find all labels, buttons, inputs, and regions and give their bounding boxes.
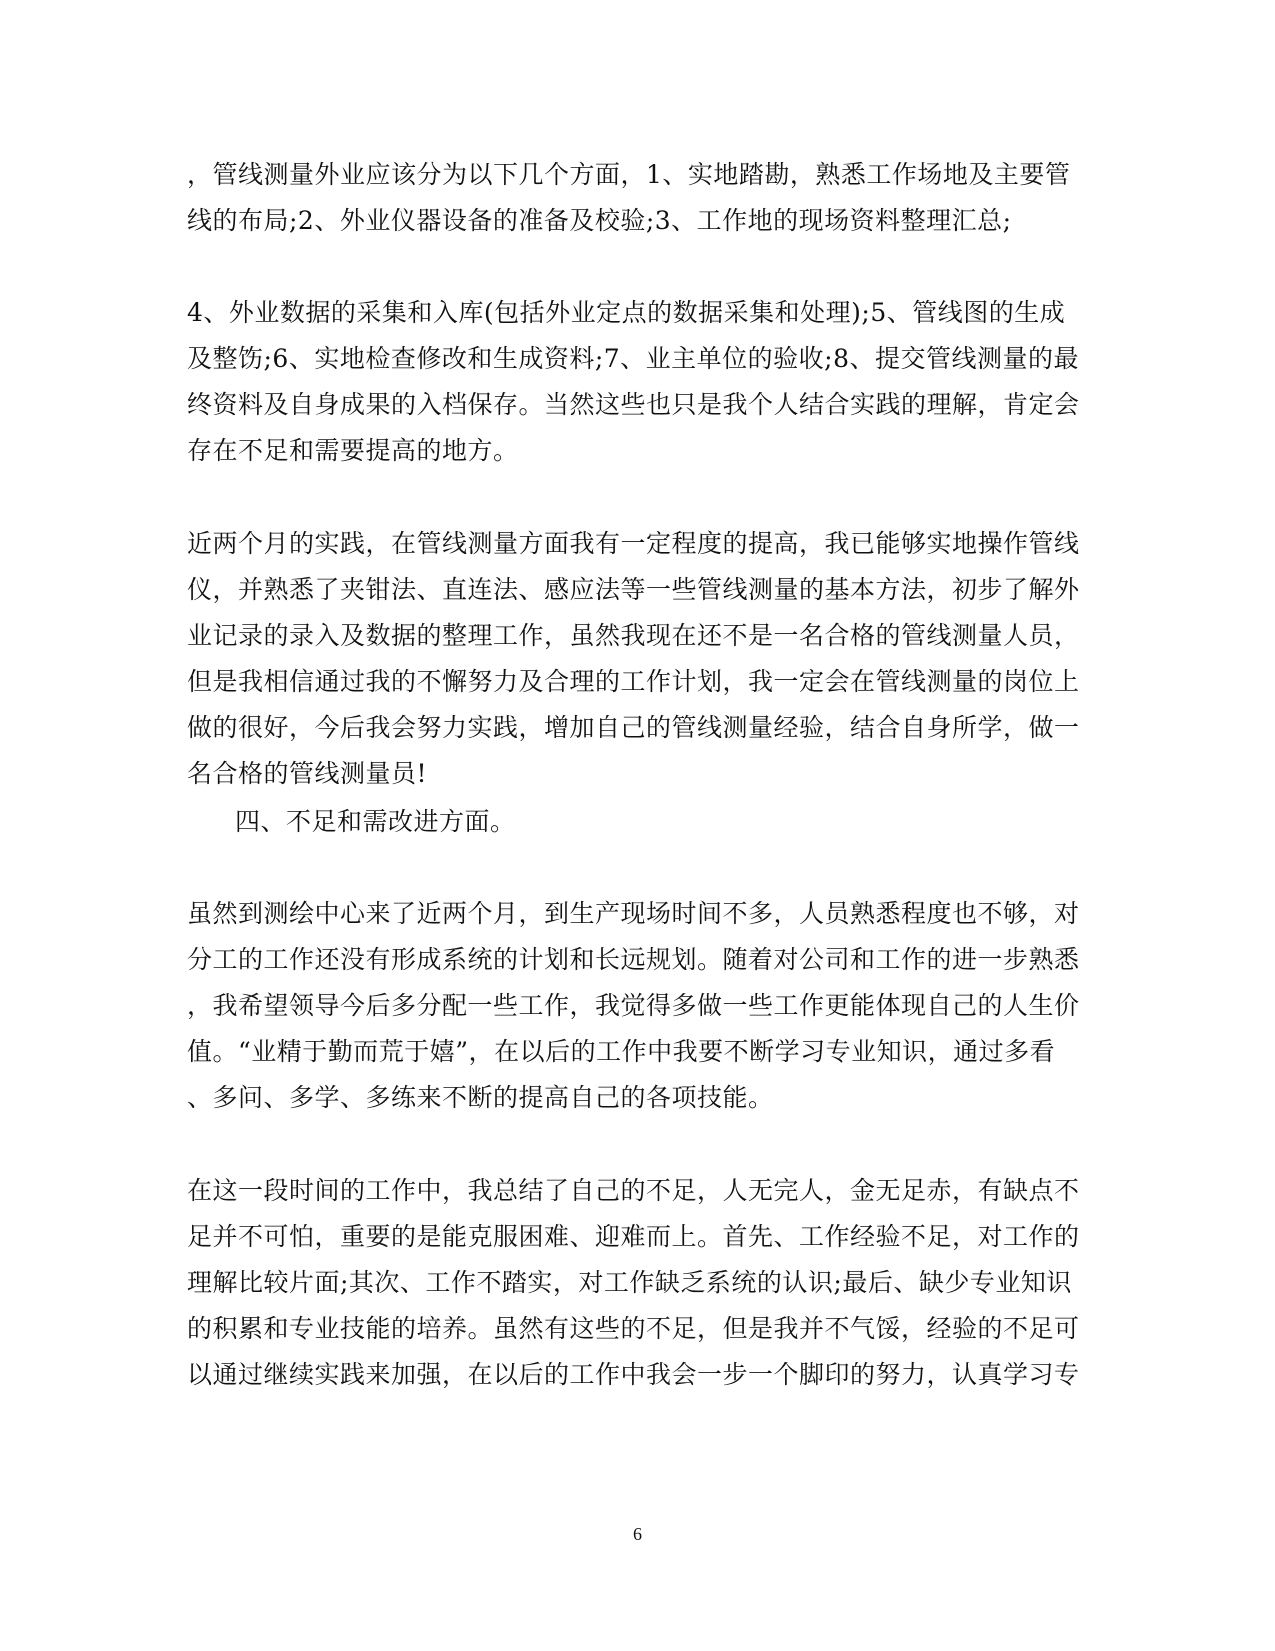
paragraph-2-line-2: 及整饬;6、实地检查修改和生成资料;7、业主单位的验收;8、提交管线测量的最 <box>187 344 1079 373</box>
paragraph-6-line-3: 理解比较片面;其次、工作不踏实，对工作缺乏系统的认识;最后、缺少专业知识 <box>187 1268 1072 1297</box>
paragraph-6-line-4: 的积累和专业技能的培养。虽然有这些的不足，但是我并不气馁，经验的不足可 <box>187 1314 1080 1343</box>
page-number: 6 <box>633 1524 642 1544</box>
paragraph-3-line-5: 做的很好，今后我会努力实践，增加自己的管线测量经验，结合自身所学，做一 <box>187 713 1080 742</box>
paragraph-3-line-3: 业记录的录入及数据的整理工作，虽然我现在还不是一名合格的管线测量人员， <box>187 621 1080 650</box>
paragraph-5-line-4: 值。“业精于勤而荒于嬉”，在以后的工作中我要不断学习专业知识，通过多看 <box>187 1037 1056 1066</box>
paragraph-1-line-2: 线的布局;2、外业仪器设备的准备及校验;3、工作地的现场资料整理汇总; <box>187 206 1012 235</box>
paragraph-5-line-1: 虽然到测绘中心来了近两个月，到生产现场时间不多，人员熟悉程度也不够，对 <box>187 899 1080 928</box>
paragraph-5-line-5: 、多问、多学、多练来不断的提高自己的各项技能。 <box>187 1083 774 1112</box>
paragraph-3-line-6: 名合格的管线测量员! <box>187 759 428 788</box>
paragraph-2-line-3: 终资料及自身成果的入档保存。当然这些也只是我个人结合实践的理解，肯定会 <box>187 390 1080 419</box>
paragraph-5-line-3: ，我希望领导今后多分配一些工作，我觉得多做一些工作更能体现自己的人生价 <box>187 991 1080 1020</box>
paragraph-5-line-2: 分工的工作还没有形成系统的计划和长远规划。随着对公司和工作的进一步熟悉 <box>187 945 1080 974</box>
paragraph-2-line-4: 存在不足和需要提高的地方。 <box>187 436 519 465</box>
paragraph-3-line-2: 仪，并熟悉了夹钳法、直连法、感应法等一些管线测量的基本方法，初步了解外 <box>187 575 1080 604</box>
paragraph-3-line-4: 但是我相信通过我的不懈努力及合理的工作计划，我一定会在管线测量的岗位上 <box>187 667 1080 696</box>
paragraph-6-line-2: 足并不可怕，重要的是能克服困难、迎难而上。首先、工作经验不足，对工作的 <box>187 1222 1080 1251</box>
section-heading: 四、不足和需改进方面。 <box>235 807 516 836</box>
paragraph-3-line-1: 近两个月的实践，在管线测量方面我有一定程度的提高，我已能够实地操作管线 <box>187 529 1080 558</box>
paragraph-2-line-1: 4、外业数据的采集和入库(包括外业定点的数据采集和处理);5、管线图的生成 <box>187 298 1066 327</box>
paragraph-6-line-1: 在这一段时间的工作中，我总结了自己的不足，人无完人，金无足赤，有缺点不 <box>187 1176 1080 1205</box>
paragraph-1-line-1: ，管线测量外业应该分为以下几个方面，1、实地踏勘，熟悉工作场地及主要管 <box>187 160 1071 189</box>
paragraph-6-line-5: 以通过继续实践来加强，在以后的工作中我会一步一个脚印的努力，认真学习专 <box>187 1360 1080 1389</box>
